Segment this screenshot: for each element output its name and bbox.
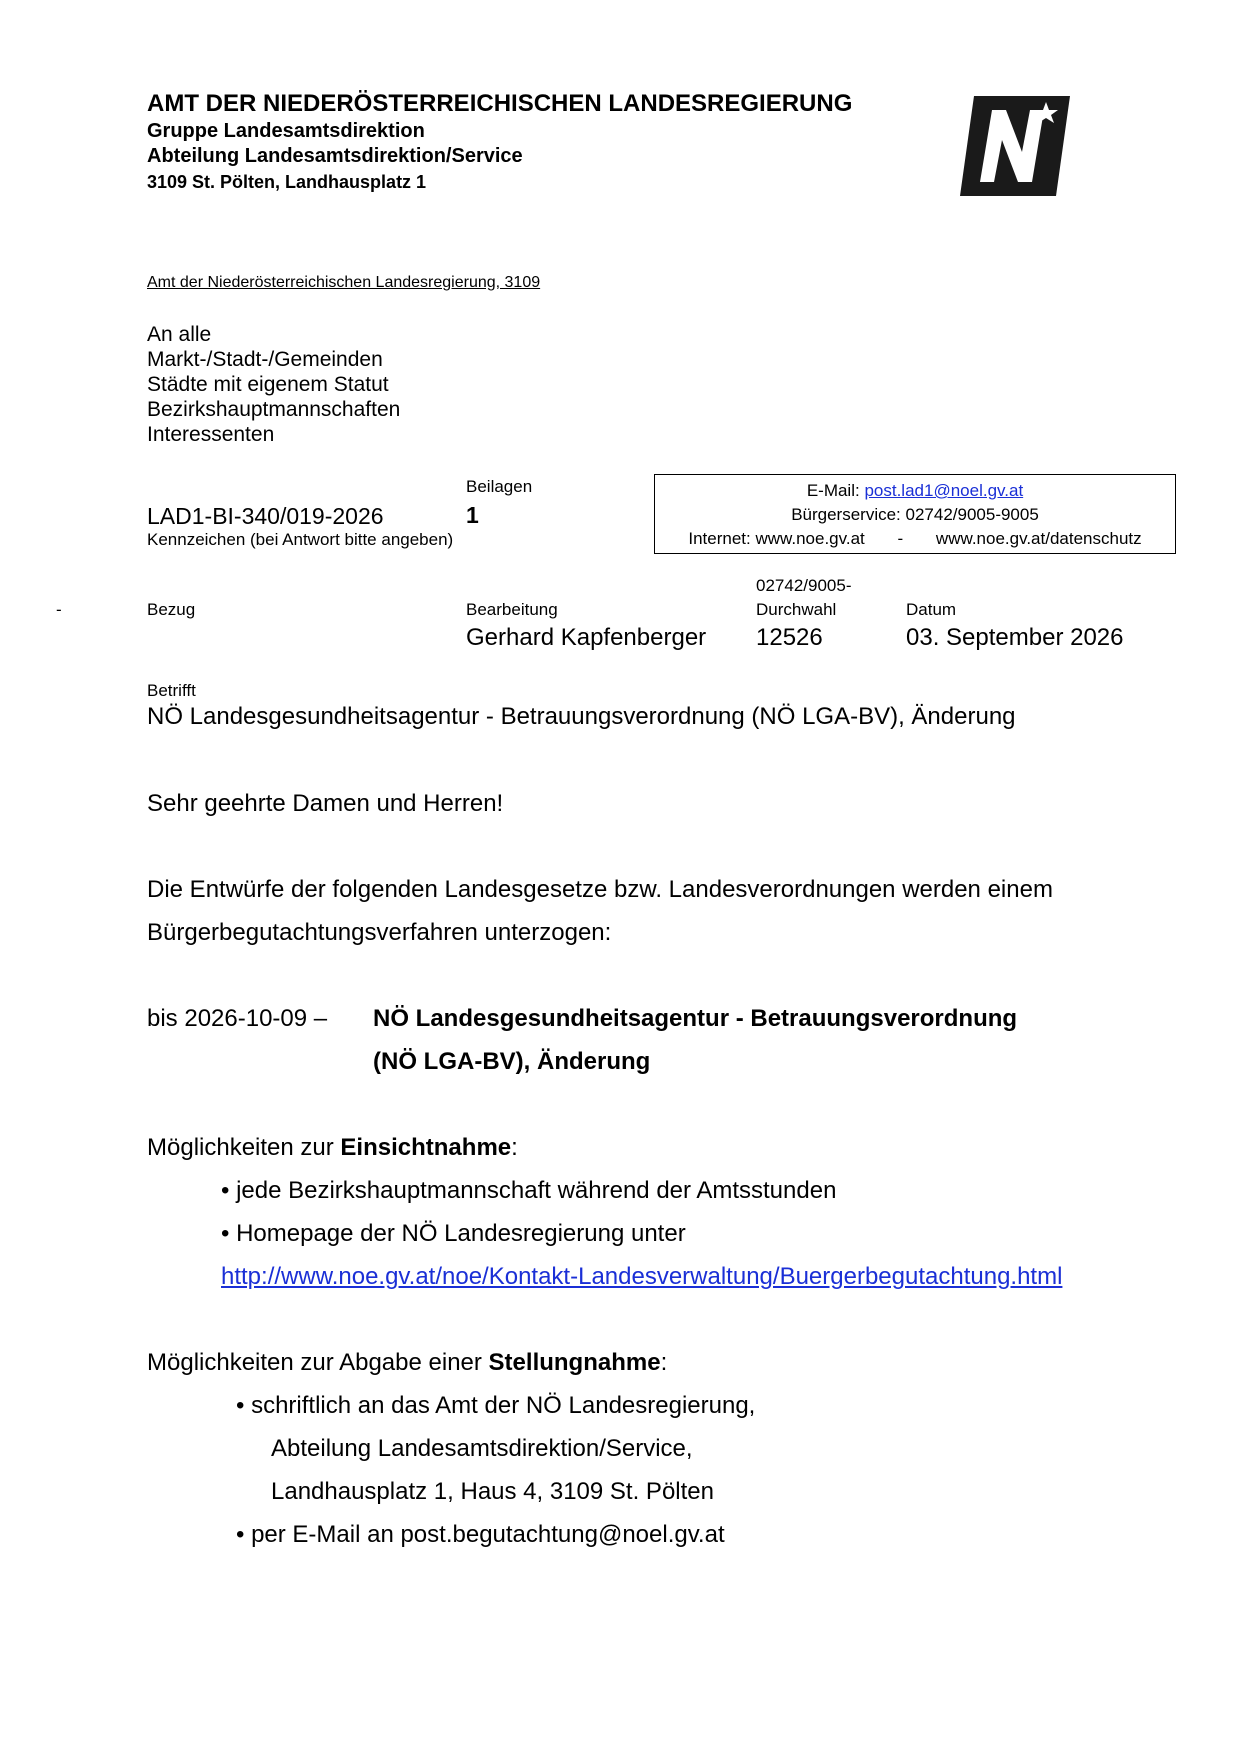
recipient-line: Städte mit eigenem Statut	[147, 373, 389, 396]
phone-prefix: 02742/9005-	[756, 576, 852, 595]
internet-address: Internet: www.noe.gv.at	[688, 529, 865, 548]
clerk-name: Gerhard Kapfenberger	[466, 624, 707, 651]
privacy-address: www.noe.gv.at/datenschutz	[935, 529, 1142, 548]
attachments-count: 1	[466, 502, 479, 528]
inspection-heading	[147, 1134, 518, 1162]
law-title-line: NÖ Landesgesundheitsagentur - Betrauungsverordnung	[373, 1005, 1018, 1032]
inspection-heading-suffix: :	[511, 1134, 518, 1161]
statement-item: • per E-Mail an post.begutachtung@noel.gv.at	[236, 1521, 725, 1548]
attachments-label: Beilagen	[466, 477, 533, 496]
margin-dash: -	[56, 600, 62, 619]
recipient-line: Interessenten	[147, 423, 275, 446]
email-link[interactable]: post.lad1@noel.gv.at	[864, 481, 1024, 500]
statement-heading	[147, 1349, 667, 1377]
reference-number: LAD1-BI-340/019-2026	[147, 503, 384, 529]
recipient-block	[147, 322, 400, 447]
recipient-line: Markt-/Stadt-/Gemeinden	[147, 348, 383, 371]
inspection-item: • jede Bezirkshauptmannschaft während der Amtsstunden	[221, 1177, 837, 1204]
organization-address: 3109 St. Pölten, Landhausplatz 1	[147, 172, 427, 192]
web-separator: -	[897, 529, 904, 548]
contact-box	[654, 474, 1176, 554]
bearbeitung-label: Bearbeitung	[466, 600, 558, 619]
intro-line: Die Entwürfe der folgenden Landesgesetze bzw. Landesverordnungen werden einem	[147, 876, 1053, 903]
inspection-item: • Homepage der NÖ Landesregierung unter	[221, 1220, 686, 1247]
email-label: E-Mail:	[806, 481, 860, 500]
durchwahl-label: Durchwahl	[756, 600, 837, 619]
salutation: Sehr geehrte Damen und Herren!	[147, 790, 504, 817]
noe-logo	[960, 96, 1070, 196]
contact-web-line	[655, 529, 1175, 549]
recipient-line: An alle	[147, 323, 212, 346]
inspection-heading-prefix: Möglichkeiten zur	[147, 1134, 341, 1161]
subject-text: NÖ Landesgesundheitsagentur - Betrauungsverordnung (NÖ LGA-BV), Änderung	[147, 703, 1016, 730]
statement-item: • schriftlich an das Amt der NÖ Landesregierung,	[236, 1392, 756, 1419]
intro-line: Bürgerbegutachtungsverfahren unterzogen:	[147, 919, 612, 946]
organization-title: AMT DER NIEDERÖSTERREICHISCHEN LANDESREGIERUNG	[147, 90, 853, 117]
letter-date: 03. September 2026	[906, 624, 1124, 651]
sender-line: Amt der Niederösterreichischen Landesregierung, 3109	[147, 274, 541, 291]
recipient-line: Bezirkshauptmannschaften	[147, 398, 401, 421]
reference-hint: Kennzeichen (bei Antwort bitte angeben)	[147, 530, 454, 549]
inspection-heading-bold: Einsichtnahme	[340, 1134, 512, 1161]
bezug-label: Bezug	[147, 600, 196, 619]
inspection-link[interactable]: http://www.noe.gv.at/noe/Kontakt-Landesverwaltung/Buergerbegutachtung.html	[221, 1263, 1063, 1290]
statement-heading-bold: Stellungnahme	[488, 1349, 661, 1376]
statement-heading-prefix: Möglichkeiten zur Abgabe einer	[147, 1349, 489, 1376]
contact-email-line	[655, 481, 1175, 501]
subject-label: Betrifft	[147, 681, 196, 700]
statement-item-continuation: Abteilung Landesamtsdirektion/Service,	[271, 1435, 693, 1462]
statement-item-continuation: Landhausplatz 1, Haus 4, 3109 St. Pölten	[271, 1478, 714, 1505]
department-name: Abteilung Landesamtsdirektion/Service	[147, 145, 523, 167]
group-name: Gruppe Landesamtsdirektion	[147, 120, 425, 142]
datum-label: Datum	[906, 600, 957, 619]
citizen-service: Bürgerservice: 02742/9005-9005	[791, 505, 1039, 524]
extension-number: 12526	[756, 624, 823, 651]
law-title-line: (NÖ LGA-BV), Änderung	[373, 1048, 651, 1075]
statement-heading-suffix: :	[660, 1349, 668, 1376]
deadline: bis 2026-10-09 –	[147, 1005, 328, 1032]
